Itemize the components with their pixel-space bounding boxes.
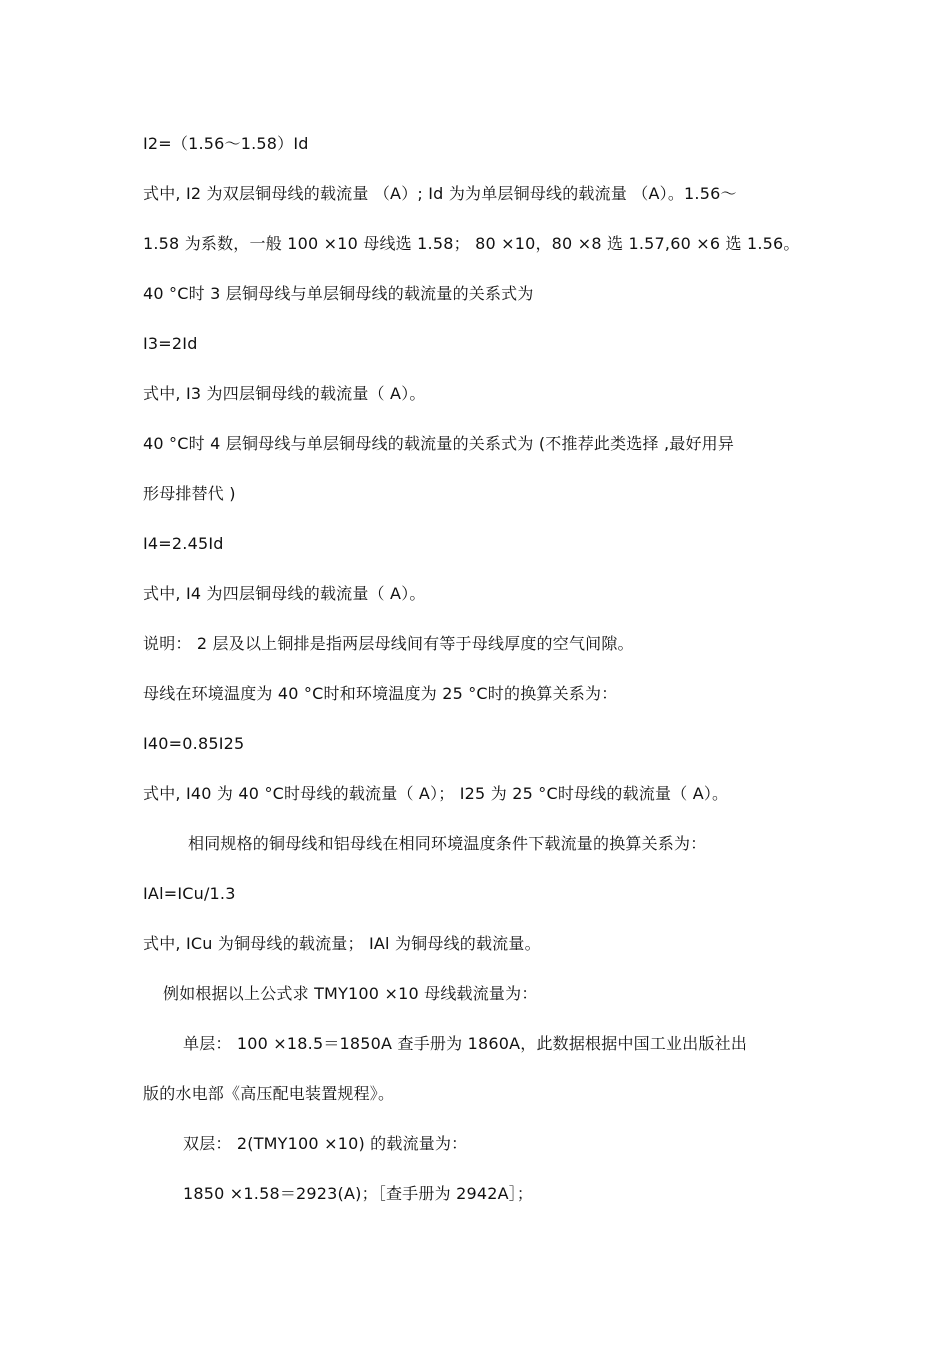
example-line: 双层： 2(TMY100 ×10) 的载流量为： [183, 1134, 468, 1153]
paragraph-line: 式中, I40 为 40 °C时母线的载流量（ A）； I25 为 25 °C时母线的载流量（ A）。 [143, 784, 729, 803]
formula-i2: I2=（1.56～1.58）Id [143, 134, 309, 153]
formula-ial: IAl=ICu/1.3 [143, 884, 236, 903]
paragraph-line: 式中, ICu 为铜母线的载流量； IAl 为铜母线的载流量。 [143, 934, 541, 953]
formula-i4: I4=2.45Id [143, 534, 224, 553]
formula-i3: I3=2Id [143, 334, 198, 353]
formula-i40: I40=0.85I25 [143, 734, 245, 753]
paragraph-line: 式中, I4 为四层铜母线的载流量（ A）。 [143, 584, 426, 603]
note-line: 说明： 2 层及以上铜排是指两层母线间有等于母线厚度的空气间隙。 [143, 634, 634, 653]
paragraph-line: 式中, I2 为双层铜母线的载流量 （A）; Id 为为单层铜母线的载流量 （A）。1.56～ [143, 184, 737, 203]
example-line: 单层： 100 ×18.5＝1850A 查手册为 1860A，此数据根据中国工业出版社出 [183, 1034, 748, 1053]
paragraph-line: 1.58 为系数，一般 100 ×10 母线选 1.58； 80 ×10，80 ×8 选 1.57,60 ×6 选 1.56。 [143, 234, 800, 253]
example-line: 版的水电部《高压配电装置规程》。 [143, 1084, 395, 1103]
paragraph-line: 相同规格的铜母线和铝母线在相同环境温度条件下载流量的换算关系为： [188, 834, 707, 853]
paragraph-line: 40 °C时 4 层铜母线与单层铜母线的载流量的关系式为 (不推荐此类选择 ,最好用异 [143, 434, 735, 453]
paragraph-line: 形母排替代 ) [143, 484, 236, 503]
paragraph-line: 式中, I3 为四层铜母线的载流量（ A）。 [143, 384, 426, 403]
paragraph-line: 40 °C时 3 层铜母线与单层铜母线的载流量的关系式为 [143, 284, 534, 303]
example-line: 1850 ×1.58＝2923(A)；［查手册为 2942A］； [183, 1184, 534, 1203]
example-line: 例如根据以上公式求 TMY100 ×10 母线载流量为： [163, 984, 538, 1003]
paragraph-line: 母线在环境温度为 40 °C时和环境温度为 25 °C时的换算关系为： [143, 684, 618, 703]
